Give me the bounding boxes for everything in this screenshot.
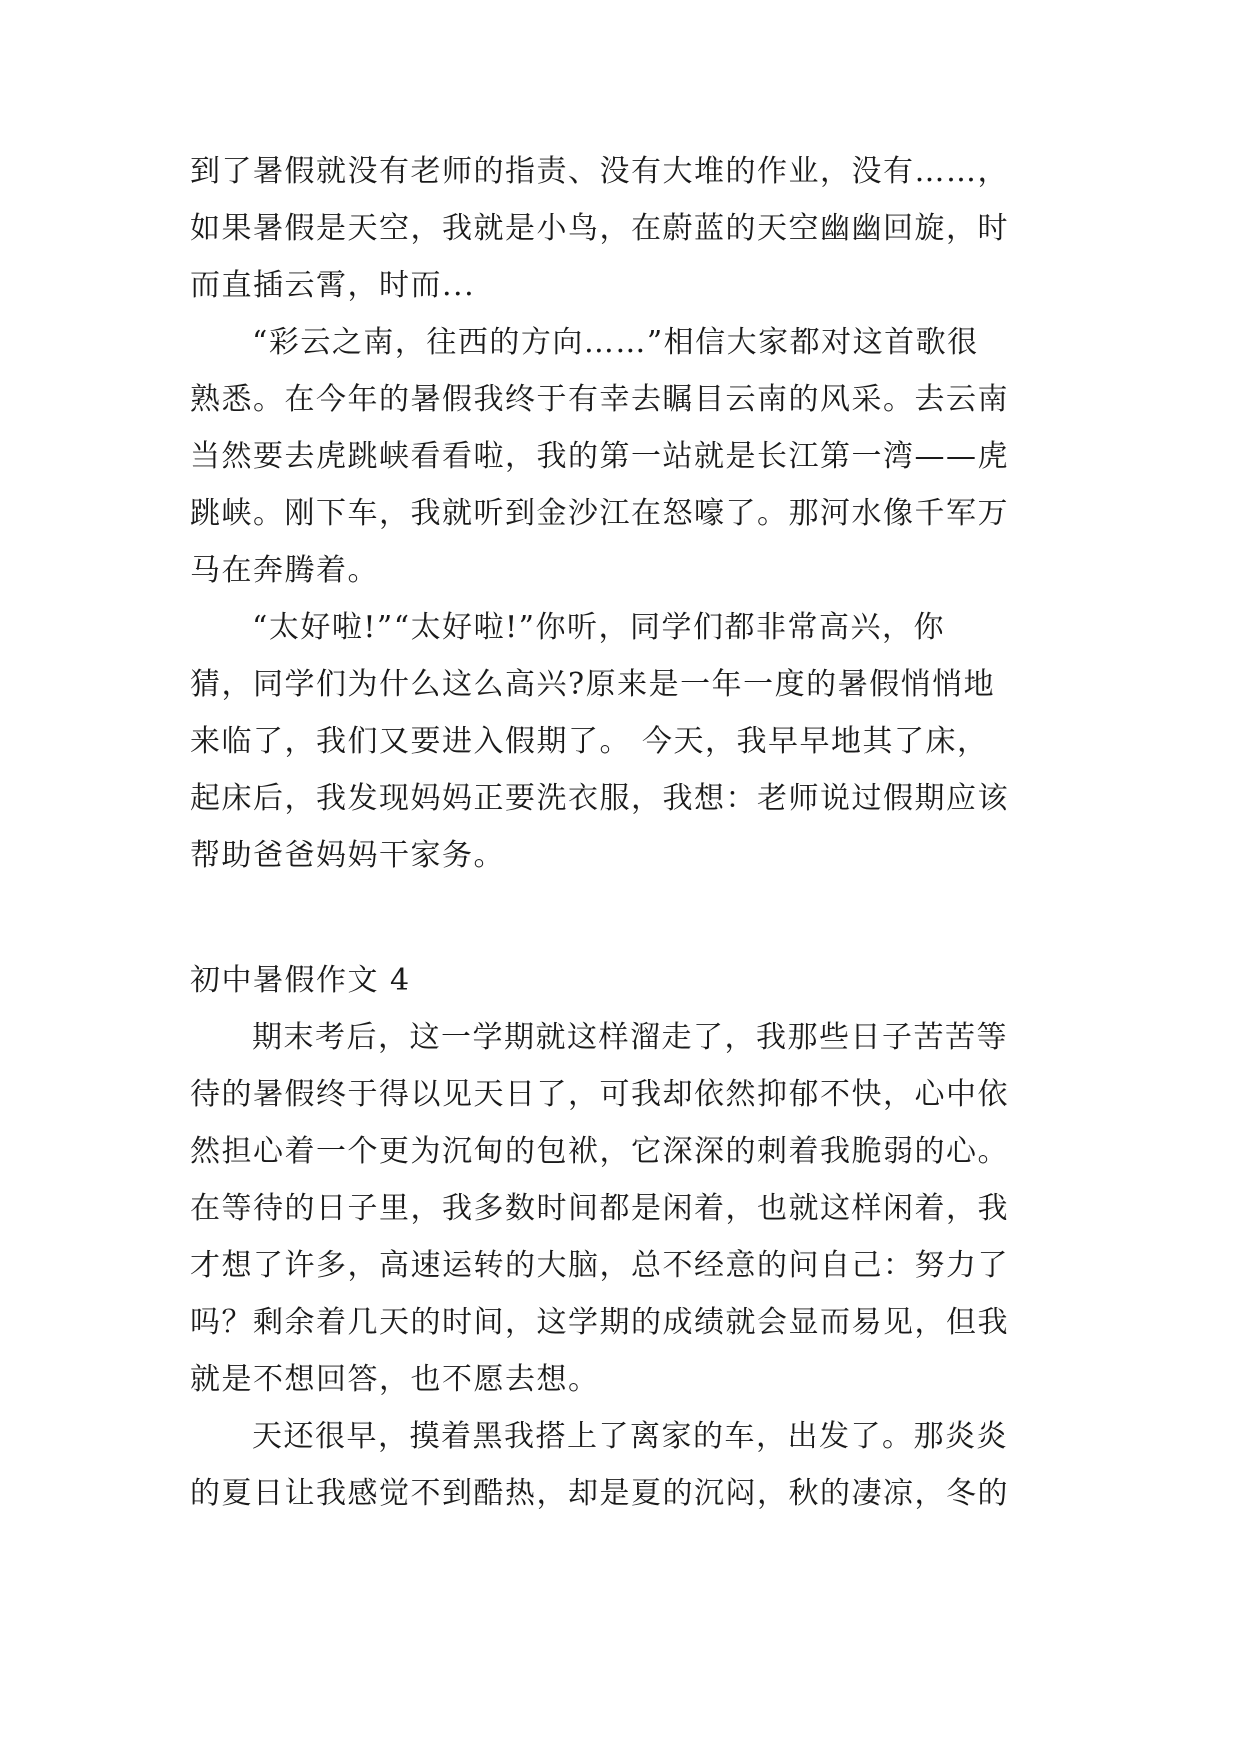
section-title: 初中暑假作文 4 xyxy=(190,963,411,998)
section-gap xyxy=(190,884,1060,952)
paragraph-line: 的夏日让我感觉不到酷热，却是夏的沉闷，秋的凄凉，冬的 xyxy=(190,1476,1009,1511)
paragraph-line: 然担心着一个更为沉甸的包袱，它深深的刺着我脆弱的心。 xyxy=(190,1134,1009,1169)
paragraph-line: 而直插云霄，时而... xyxy=(190,268,476,303)
paragraph-line: “彩云之南，往西的方向……”相信大家都对这首歌很 xyxy=(252,325,979,360)
paragraph-line: 如果暑假是天空，我就是小鸟，在蔚蓝的天空幽幽回旋，时 xyxy=(190,211,1009,246)
paragraph-line: 熟悉。在今年的暑假我终于有幸去瞩目云南的风采。去云南 xyxy=(190,382,1009,417)
paragraph-line: 期末考后，这一学期就这样溜走了，我那些日子苦苦等 xyxy=(252,1020,1008,1055)
paragraph-line: 马在奔腾着。 xyxy=(190,553,379,588)
paragraph-line: 帮助爸爸妈妈干家务。 xyxy=(190,838,505,873)
paragraph-line: 在等待的日子里，我多数时间都是闲着，也就这样闲着，我 xyxy=(190,1191,1009,1226)
paragraph-line: 猜，同学们为什么这么高兴?原来是一年一度的暑假悄悄地 xyxy=(190,667,996,702)
paragraph-line: 起床后，我发现妈妈正要洗衣服，我想：老师说过假期应该 xyxy=(190,781,1009,816)
paragraph-line: 来临了，我们又要进入假期了。 今天，我早早地其了床， xyxy=(190,724,989,759)
paragraph-line: 就是不想回答，也不愿去想。 xyxy=(190,1362,600,1397)
paragraph-line: 到了暑假就没有老师的指责、没有大堆的作业，没有……， xyxy=(190,154,1009,189)
paragraph-line: 天还很早，摸着黑我搭上了离家的车，出发了。那炎炎 xyxy=(252,1419,1008,1454)
body-text-top xyxy=(190,143,1060,1522)
paragraph-line: 当然要去虎跳峡看看啦，我的第一站就是长江第一湾——虎 xyxy=(190,439,1009,474)
paragraph-line: 才想了许多，高速运转的大脑，总不经意的问自己：努力了 xyxy=(190,1248,1009,1283)
paragraph-line: 吗？剩余着几天的时间，这学期的成绩就会显而易见，但我 xyxy=(190,1305,1009,1340)
paragraph-line: “太好啦!”“太好啦!”你听，同学们都非常高兴，你 xyxy=(252,610,945,645)
paragraph-line: 待的暑假终于得以见天日了，可我却依然抑郁不快，心中依 xyxy=(190,1077,1009,1112)
paragraph-line: 跳峡。刚下车，我就听到金沙江在怒嚎了。那河水像千军万 xyxy=(190,496,1009,531)
